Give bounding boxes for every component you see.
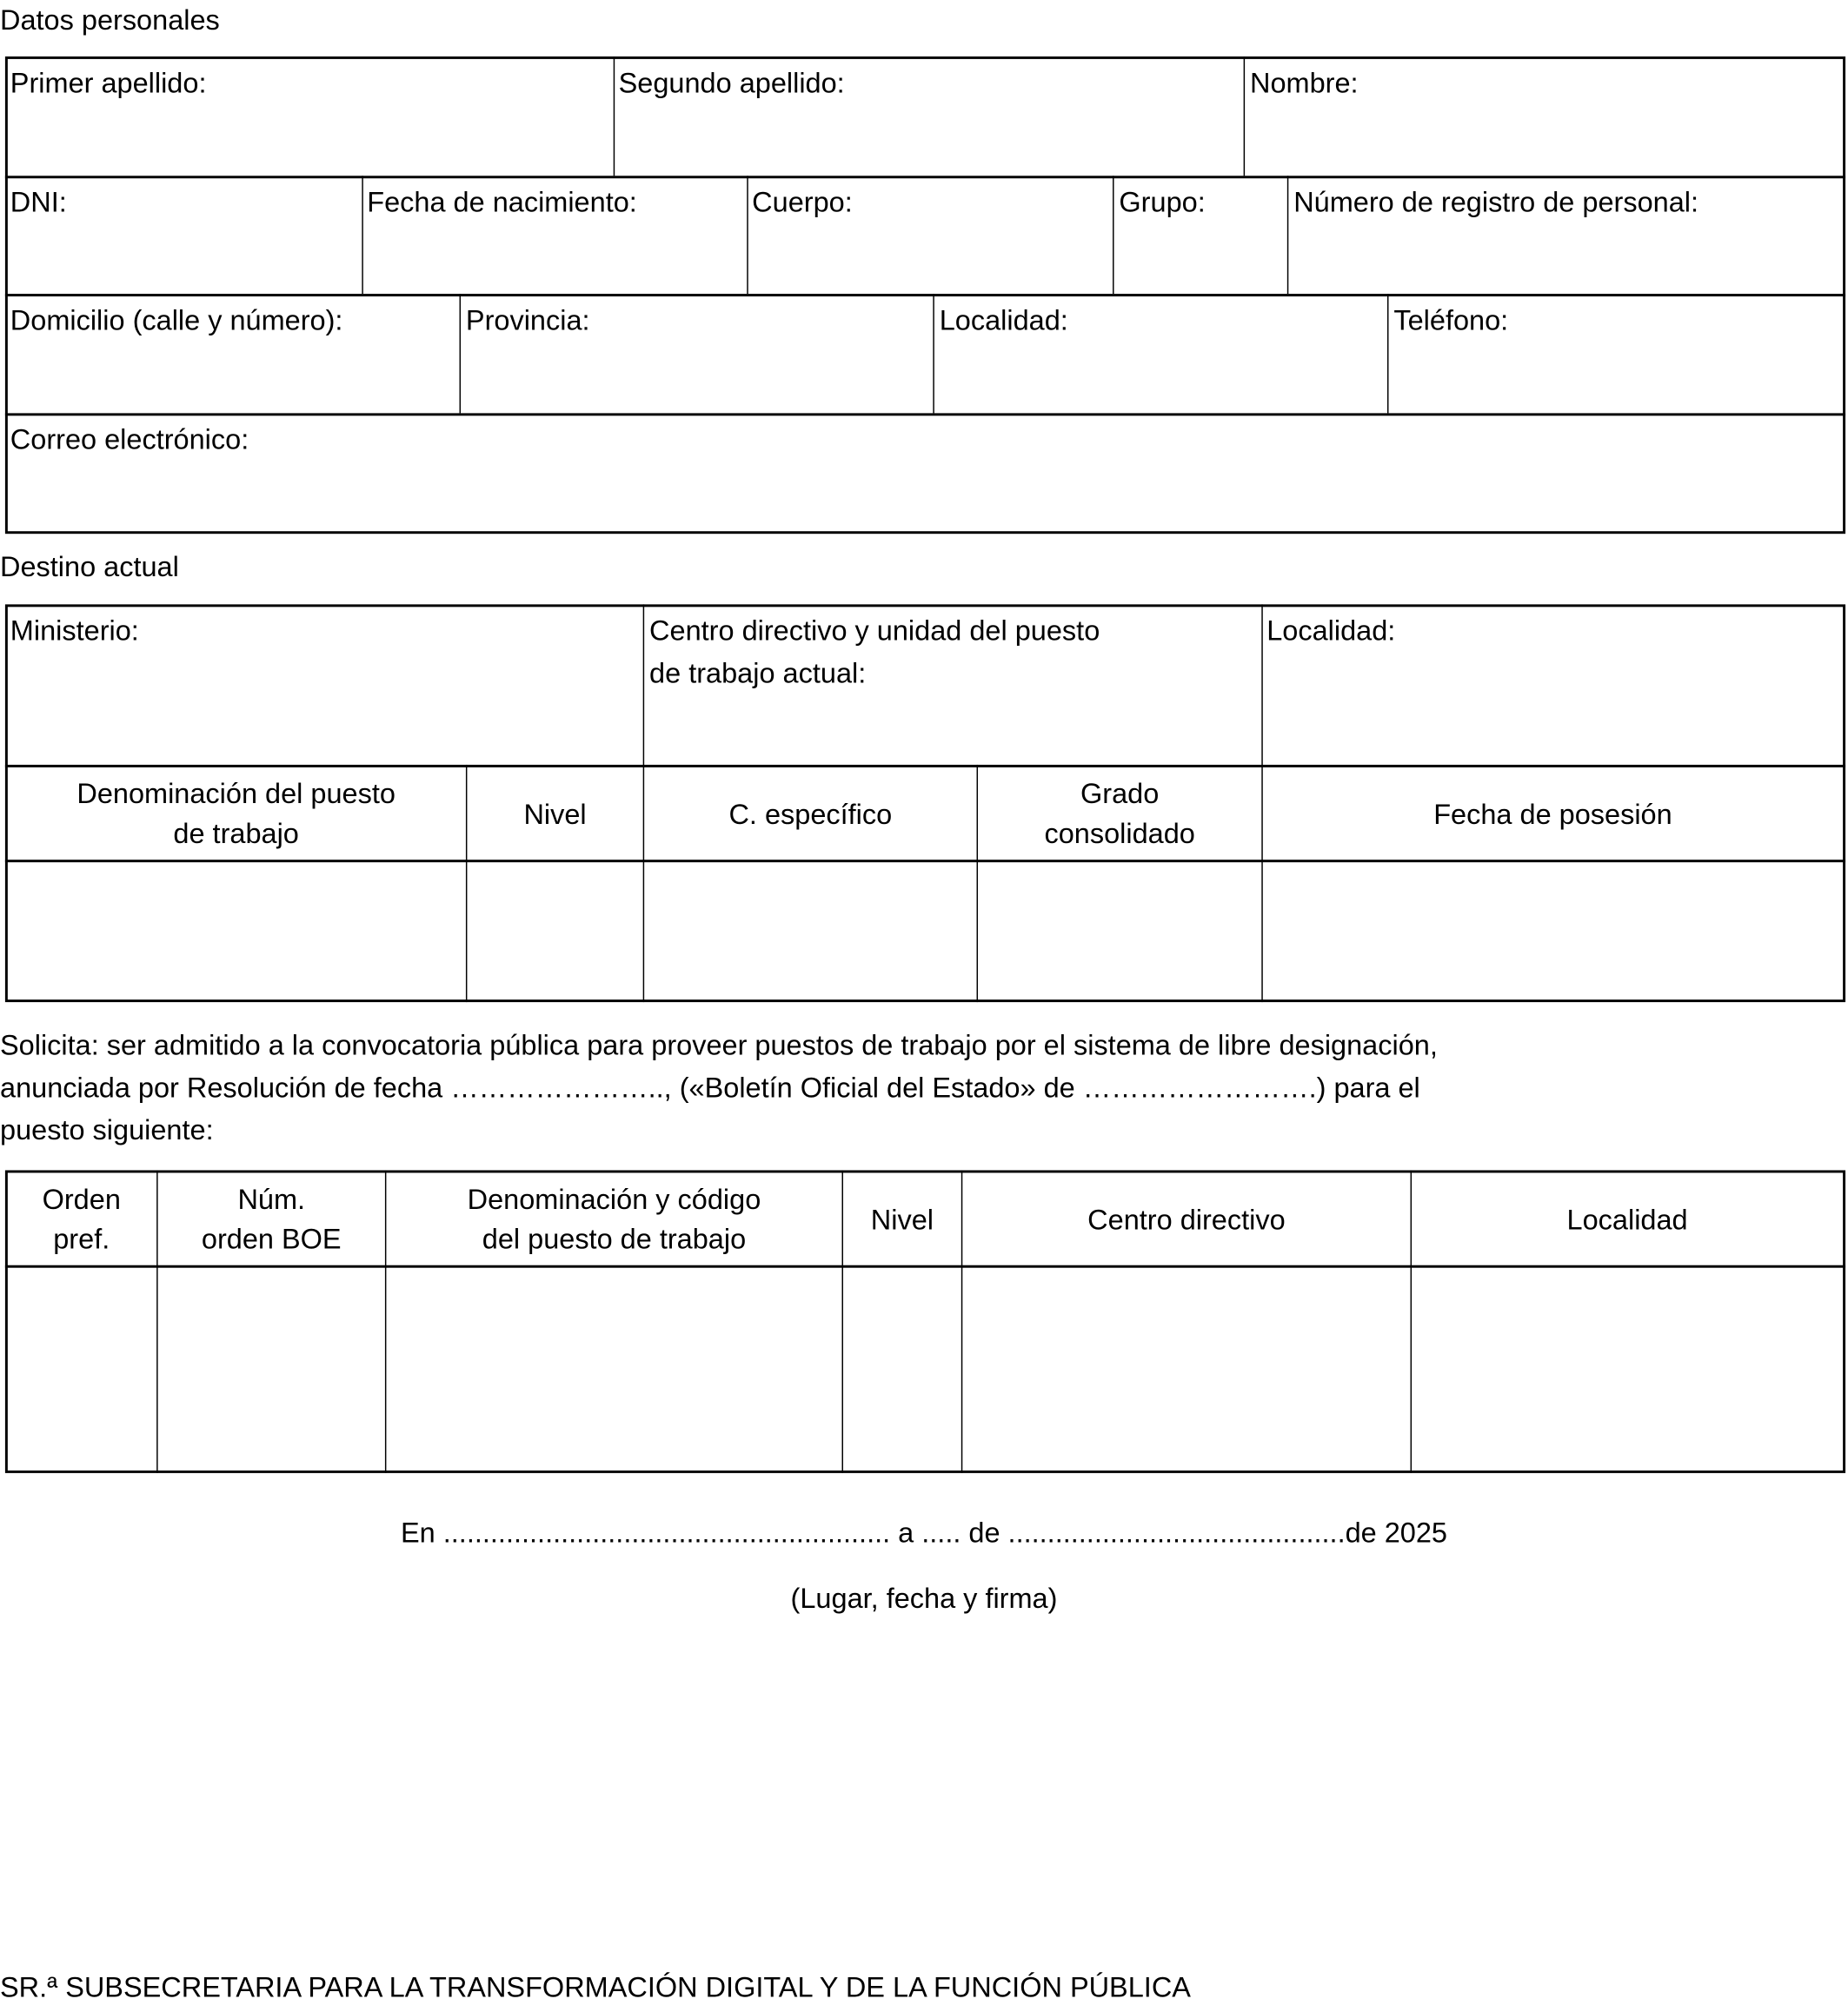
input-grado-consolidado[interactable] [978, 862, 1261, 1000]
label-centro-line1: Centro directivo y unidad del puesto [649, 614, 1100, 647]
solicita-line1: Solicita: ser admitido a la convocatoria pública para proveer puestos de trabajo por el sistema de libre designación, [0, 1029, 1438, 1061]
header-num-line2: orden BOE [201, 1223, 342, 1255]
header-orden-line1: Orden [42, 1183, 121, 1216]
field-ministerio[interactable] [6, 607, 642, 763]
input-denominacion-puesto[interactable] [6, 862, 466, 1000]
label-grupo: Grupo: [1119, 186, 1206, 218]
header-denominacion-line1: Denominación del puesto [76, 777, 396, 810]
header-denom-line2: del puesto de trabajo [482, 1223, 747, 1255]
label-localidad-actual: Localidad: [1266, 614, 1396, 647]
solicita-line2: anunciada por Resolución de fecha ………………….., («Boletín Oficial del Estado» de …………………….) para el [0, 1071, 1420, 1104]
section-title-personal: Datos personales [0, 3, 220, 37]
input-num-orden-boe[interactable] [158, 1268, 385, 1471]
solicita-paragraph [0, 1024, 1848, 1151]
field-segundo-apellido[interactable] [615, 59, 1243, 175]
field-primer-apellido[interactable] [6, 59, 613, 175]
header-denominacion [6, 767, 466, 860]
section-title-destino: Destino actual [0, 550, 179, 583]
header-num-orden-boe [158, 1172, 385, 1265]
label-dni: DNI: [10, 186, 67, 218]
label-fecha-nacimiento: Fecha de nacimiento: [367, 186, 637, 218]
label-provincia: Provincia: [465, 303, 590, 336]
field-domicilio[interactable] [6, 296, 459, 412]
header-c-especifico: C. específico [728, 797, 893, 830]
header-denom-line1: Denominación y código [467, 1183, 761, 1216]
label-nrp: Número de registro de personal: [1293, 186, 1699, 218]
input-denominacion-codigo[interactable] [386, 1268, 841, 1471]
label-domicilio: Domicilio (calle y número): [10, 303, 343, 336]
signature-caption: (Lugar, fecha y firma) [790, 1582, 1058, 1615]
label-telefono: Teléfono: [1393, 303, 1509, 336]
header-denominacion-codigo [386, 1172, 841, 1265]
label-cuerpo: Cuerpo: [752, 186, 853, 218]
header-grado-line2: consolidado [1044, 817, 1195, 850]
label-nombre: Nombre: [1250, 66, 1359, 99]
header-fecha-posesion: Fecha de posesión [1433, 797, 1672, 830]
header-nivel: Nivel [523, 797, 587, 830]
header-denominacion-line2: de trabajo [173, 817, 299, 850]
label-primer-apellido: Primer apellido: [10, 66, 207, 99]
header-num-line1: Núm. [237, 1183, 306, 1216]
field-correo[interactable] [6, 415, 1843, 531]
field-nrp[interactable] [1288, 178, 1843, 292]
field-localidad-actual[interactable] [1263, 607, 1843, 763]
header-orden-pref [6, 1172, 156, 1265]
field-centro-directivo-actual[interactable] [644, 607, 1261, 763]
field-localidad[interactable] [934, 296, 1387, 412]
header-grado-line1: Grado [1080, 777, 1160, 810]
header-centro-directivo: Centro directivo [1087, 1203, 1286, 1236]
solicita-line3: puesto siguiente: [0, 1113, 214, 1146]
input-orden-pref[interactable] [6, 1268, 156, 1471]
input-localidad-puesto[interactable] [1412, 1268, 1843, 1471]
header-localidad-puesto: Localidad [1566, 1203, 1688, 1236]
header-orden-line2: pref. [53, 1223, 110, 1255]
field-grupo[interactable] [1114, 178, 1287, 292]
header-grado [978, 767, 1261, 860]
label-localidad: Localidad: [939, 303, 1068, 336]
field-telefono[interactable] [1388, 296, 1843, 412]
label-centro-line2: de trabajo actual: [649, 656, 867, 689]
addressee: SR.ª SUBSECRETARIA PARA LA TRANSFORMACIÓN DIGITAL Y DE LA FUNCIÓN PÚBLICA [0, 1970, 1191, 2003]
field-nombre[interactable] [1245, 59, 1843, 175]
input-nivel-puesto[interactable] [843, 1268, 961, 1471]
input-c-especifico[interactable] [644, 862, 976, 1000]
header-nivel-puesto: Nivel [870, 1203, 934, 1236]
field-cuerpo[interactable] [748, 178, 1113, 292]
field-provincia[interactable] [461, 296, 933, 412]
label-correo: Correo electrónico: [10, 423, 249, 456]
field-dni[interactable] [6, 178, 362, 292]
input-nivel[interactable] [467, 862, 642, 1000]
input-centro-directivo[interactable] [962, 1268, 1410, 1471]
input-fecha-posesion[interactable] [1263, 862, 1843, 1000]
signature-date-line: En ......................................................... a ..... de ...........................................de 2025 [401, 1517, 1448, 1550]
field-fecha-nacimiento[interactable] [363, 178, 747, 292]
label-segundo-apellido: Segundo apellido: [618, 66, 845, 99]
label-ministerio: Ministerio: [10, 614, 139, 647]
